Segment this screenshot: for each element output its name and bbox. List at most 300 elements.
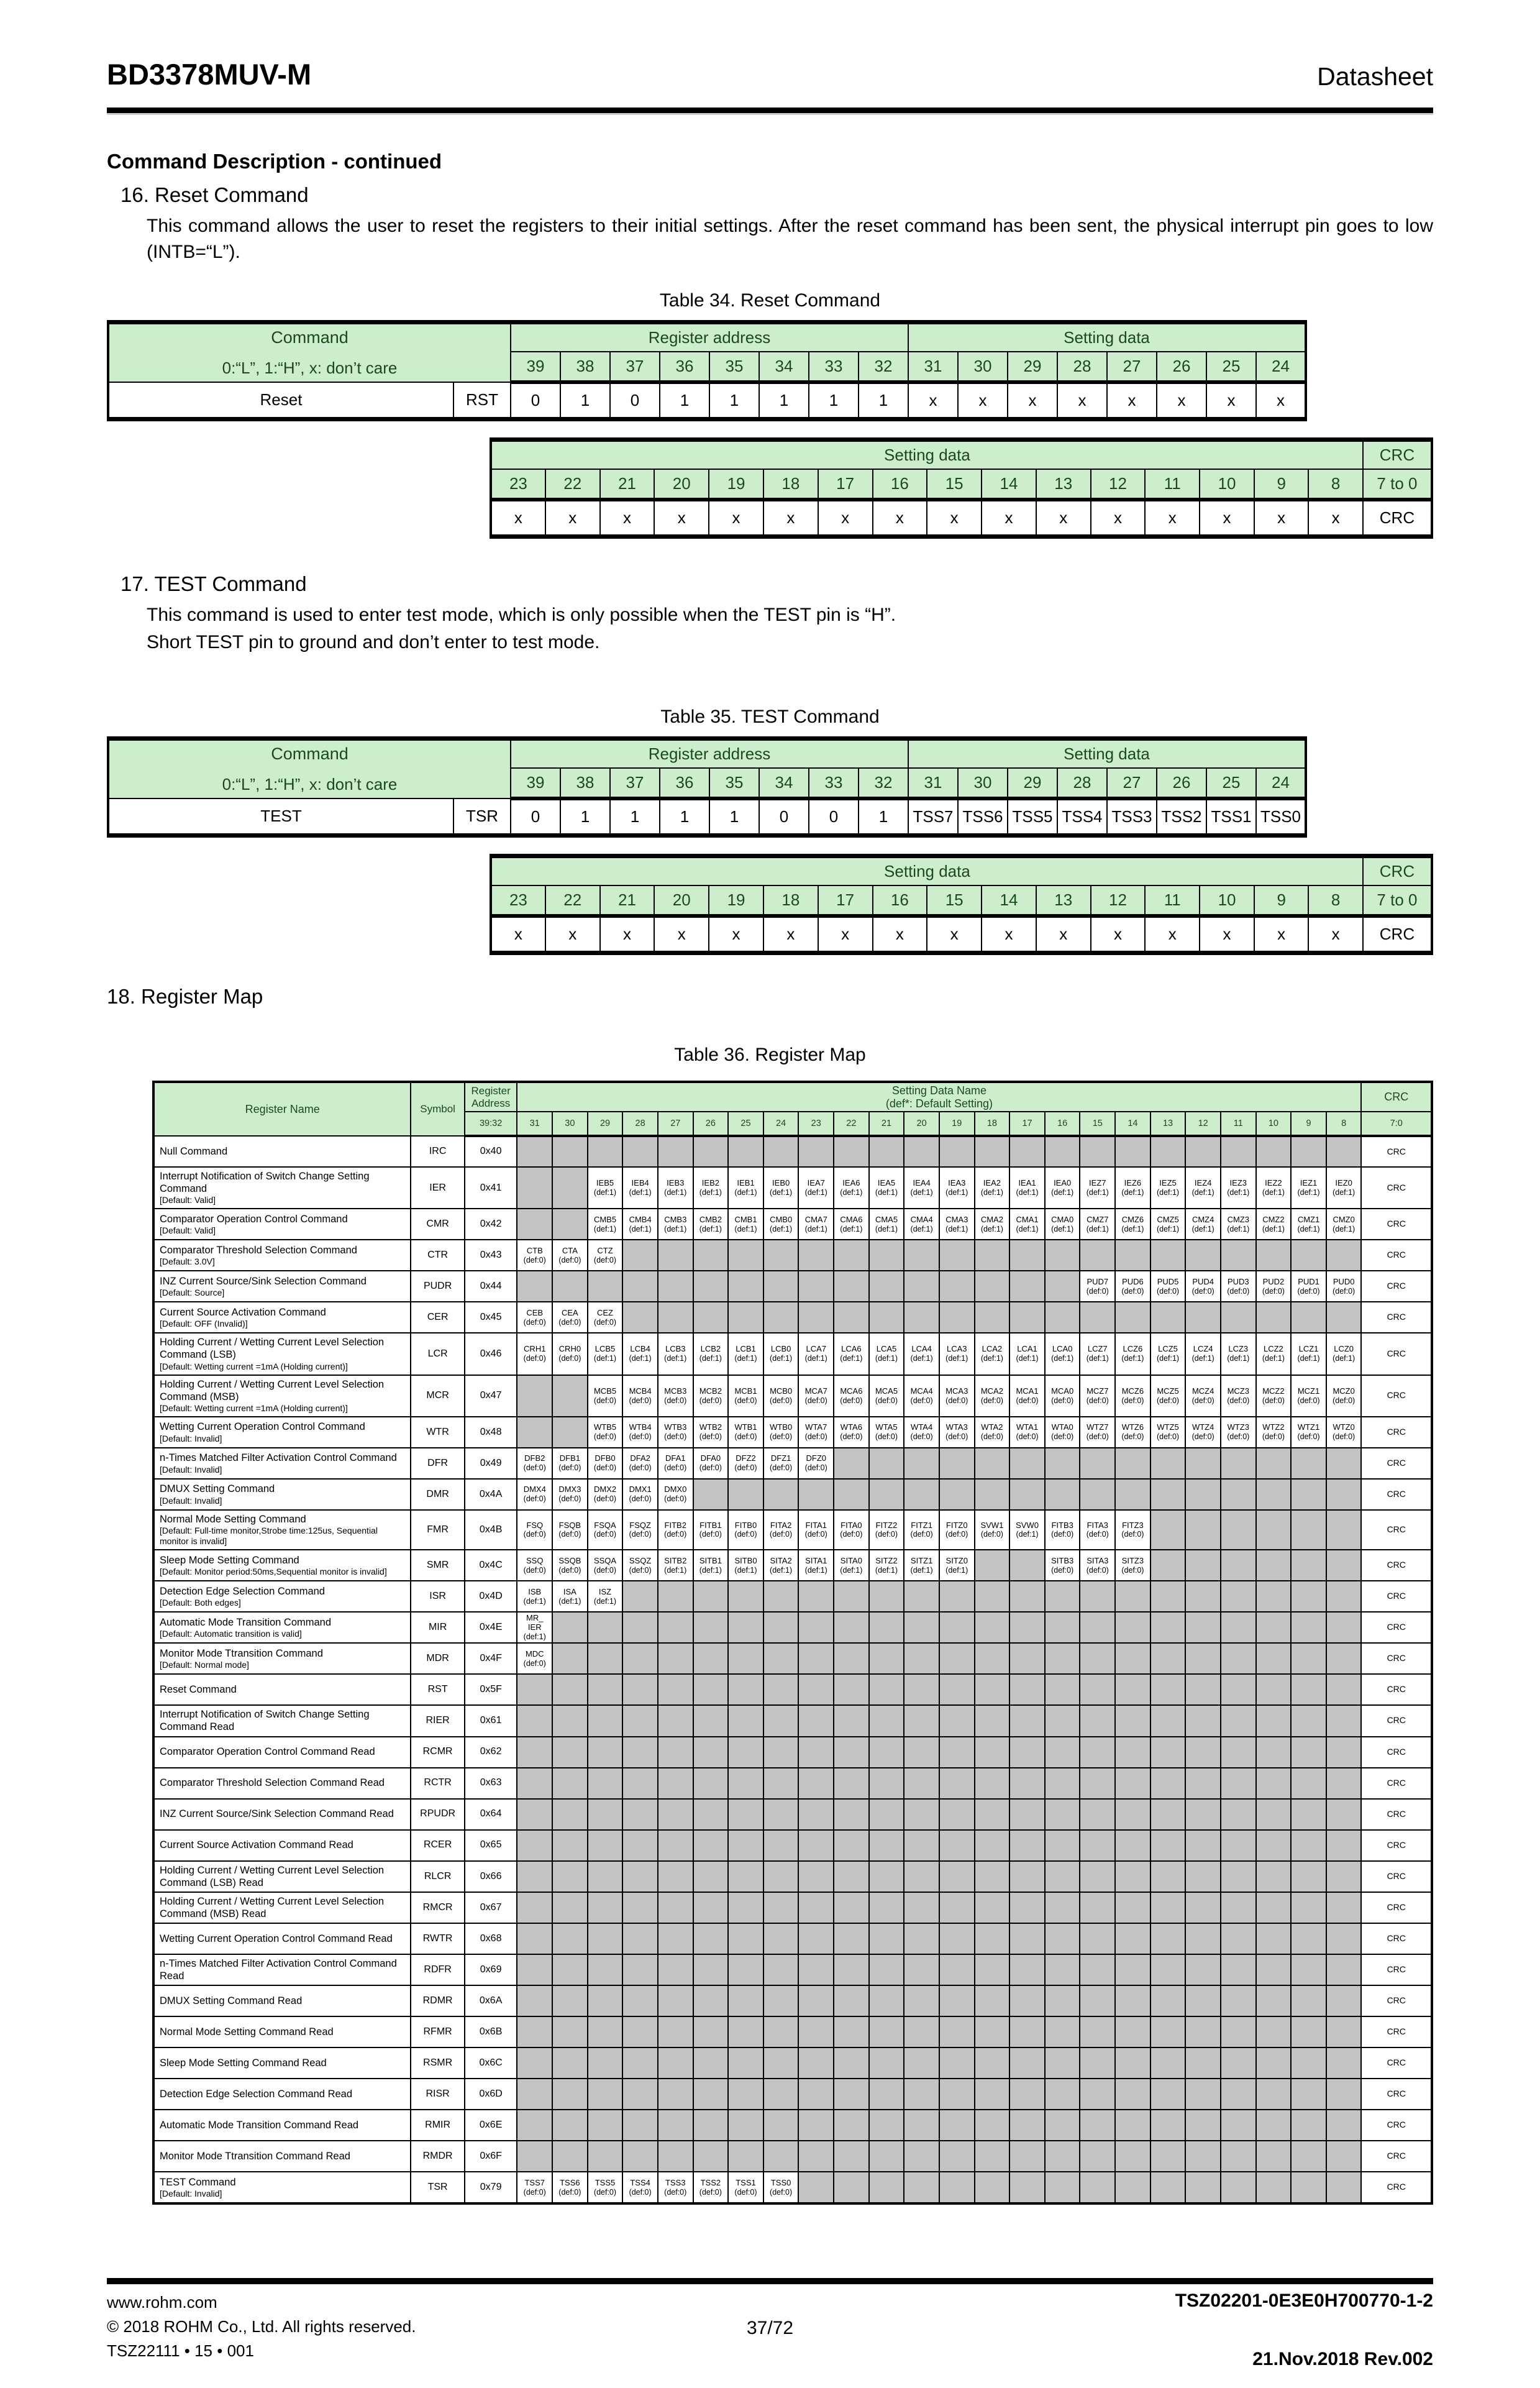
register-name-cell	[153, 1674, 411, 1705]
unused-bit-cell	[1185, 2172, 1221, 2203]
register-name-cell	[153, 2141, 411, 2172]
bit-value-cell: x	[545, 500, 600, 537]
unused-bit-cell	[1045, 1985, 1080, 2016]
setting-data-group-header: Setting data	[491, 856, 1363, 886]
bit-field-cell	[904, 1510, 939, 1550]
crc-value-cell: CRC	[1361, 1302, 1432, 1333]
register-name-text: Monitor Mode Ttransition Command	[160, 1647, 323, 1659]
bit-field-default: (def:1)	[593, 1354, 617, 1363]
register-symbol-cell: LCR	[411, 1333, 464, 1375]
unused-bit-cell	[1150, 1737, 1186, 1768]
bit-field-name: IER	[527, 1622, 542, 1632]
setting-data-group-header: Setting data	[908, 323, 1306, 352]
bit-field-cell	[1326, 1209, 1362, 1240]
unused-bit-cell	[1185, 2016, 1221, 2047]
unused-bit-cell	[517, 1737, 552, 1768]
register-symbol-cell: RPUDR	[411, 1799, 464, 1830]
unused-bit-cell	[904, 1705, 939, 1736]
register-default-note: [Default: Wetting current =1mA (Holding current)]	[160, 1402, 348, 1413]
register-symbol-cell: CTR	[411, 1240, 464, 1271]
unused-bit-cell	[1291, 1954, 1326, 1985]
bit-field-name: WTZ6	[1121, 1422, 1144, 1432]
register-default-note: [Default: Valid]	[160, 1225, 216, 1235]
unused-bit-cell	[904, 1271, 939, 1302]
register-symbol-cell: RISR	[411, 2079, 464, 2110]
unused-bit-cell	[763, 2047, 799, 2079]
crc-header: CRC	[1361, 1082, 1432, 1112]
unused-bit-cell	[834, 1240, 869, 1271]
register-name-cell	[153, 1209, 411, 1240]
bit-field-cell	[588, 1550, 623, 1581]
bit-value-cell: TSS5	[1008, 798, 1057, 836]
bit-field-cell	[1009, 1167, 1045, 1209]
bit-field-cell	[693, 1333, 729, 1375]
register-name-text: Interrupt Notification of Switch Change Setting Command	[160, 1171, 370, 1195]
bit-field-cell	[588, 1448, 623, 1479]
bit-field-cell	[1115, 1417, 1150, 1448]
bit-field-name: CMA6	[840, 1214, 863, 1224]
command-table-part2	[490, 854, 1433, 955]
bit-field-cell	[1045, 1510, 1080, 1550]
bit-field-name: FITA1	[805, 1520, 827, 1530]
bit-number-cell: 25	[728, 1112, 763, 1136]
register-name-text: Normal Mode Setting Command	[160, 1514, 306, 1526]
bit-field-cell	[798, 1375, 834, 1417]
bit-field-cell	[834, 1550, 869, 1581]
unused-bit-cell	[904, 1581, 939, 1612]
register-map-row	[153, 1612, 1432, 1643]
bit-field-default: (def:0)	[523, 1354, 546, 1363]
bit-field-default: (def:0)	[945, 1530, 968, 1539]
register-address-cell: 0x49	[465, 1448, 517, 1479]
bit-number-row	[491, 885, 1432, 916]
unused-bit-cell	[939, 1271, 975, 1302]
unused-bit-cell	[975, 1799, 1010, 1830]
crc-value-cell: CRC	[1361, 1209, 1432, 1240]
bit-field-default: (def:1)	[593, 1596, 617, 1606]
bit-field-cell	[1256, 1417, 1292, 1448]
register-name-cell	[153, 2079, 411, 2110]
bit-field-default: (def:0)	[1333, 1286, 1355, 1296]
bit-field-name: CMB2	[699, 1214, 722, 1224]
bit-field-name: IEB0	[772, 1178, 790, 1188]
bit-field-cell	[588, 1302, 623, 1333]
unused-bit-cell	[1115, 1612, 1150, 1643]
register-default-note: [Default: Wetting current =1mA (Holding current)]	[160, 1361, 348, 1371]
bit-field-name: CMB5	[593, 1214, 617, 1224]
unused-bit-cell	[1291, 2172, 1326, 2203]
unused-bit-cell	[693, 1240, 729, 1271]
bit-field-default: (def:0)	[629, 1565, 652, 1575]
register-map-row	[153, 1375, 1432, 1417]
register-map-row	[153, 1550, 1432, 1581]
register-symbol-cell: RST	[411, 1674, 464, 1705]
unused-bit-cell	[1291, 1923, 1326, 1954]
unused-bit-cell	[1221, 1510, 1256, 1550]
register-name-cell	[153, 1737, 411, 1768]
unused-bit-cell	[552, 2047, 588, 2079]
bit-field-default: (def:1)	[1121, 1187, 1144, 1197]
bit-field-name: LCB0	[770, 1344, 791, 1354]
bit-field-default: (def:1)	[699, 1354, 722, 1363]
unused-bit-cell	[1185, 1448, 1221, 1479]
unused-bit-cell	[939, 1612, 975, 1643]
bit-field-name: PUD7	[1087, 1276, 1109, 1286]
bit-field-cell	[588, 2172, 623, 2203]
bit-value-cell: x	[927, 916, 982, 953]
unused-bit-cell	[1221, 1954, 1256, 1985]
bit-field-name: WTA4	[911, 1422, 933, 1432]
unused-bit-cell	[728, 1923, 763, 1954]
unused-bit-cell	[517, 2110, 552, 2141]
bit-field-cell	[1185, 1209, 1221, 1240]
bit-field-name: LCZ2	[1264, 1344, 1283, 1354]
bit-field-cell	[588, 1240, 623, 1271]
crc-value-cell: CRC	[1361, 1954, 1432, 1985]
bit-field-cell	[658, 1167, 693, 1209]
unused-bit-cell	[834, 2079, 869, 2110]
bit-field-name: PUD3	[1227, 1276, 1249, 1286]
unused-bit-cell	[904, 1643, 939, 1674]
unused-bit-cell	[904, 2047, 939, 2079]
unused-bit-cell	[798, 1479, 834, 1510]
unused-bit-cell	[1150, 1830, 1186, 1861]
unused-bit-cell	[1080, 1892, 1115, 1923]
unused-bit-cell	[1045, 1705, 1080, 1736]
bit-value-cell: TSS1	[1206, 798, 1256, 836]
bit-field-cell	[904, 1333, 939, 1375]
bit-field-default: (def:0)	[1156, 1396, 1180, 1405]
bit-number-cell: 12	[1091, 469, 1146, 500]
bit-field-name: LCZ5	[1158, 1344, 1178, 1354]
unused-bit-cell	[1256, 1448, 1292, 1479]
bit-field-name: IEB3	[667, 1178, 685, 1188]
bit-field-default: (def:0)	[1121, 1286, 1144, 1296]
unused-bit-cell	[588, 2047, 623, 2079]
register-address-cell: 0x40	[465, 1136, 517, 1167]
unused-bit-cell	[622, 1674, 658, 1705]
bit-number-row	[491, 469, 1432, 500]
bit-field-default: (def:0)	[1227, 1396, 1250, 1405]
unused-bit-cell	[1150, 1799, 1186, 1830]
unused-bit-cell	[1045, 1136, 1080, 1167]
setting-data-group-row	[491, 856, 1432, 886]
table35-container	[107, 736, 1433, 955]
bit-number-cell: 19	[709, 885, 763, 916]
setting-data-group-header: Setting data	[908, 739, 1306, 769]
bit-number-cell: 13	[1150, 1112, 1186, 1136]
bit-field-name: SITB2	[664, 1555, 687, 1565]
bit-field-cell	[1080, 1333, 1115, 1375]
unused-bit-cell	[869, 2016, 904, 2047]
unused-bit-cell	[834, 1581, 869, 1612]
unused-bit-cell	[869, 1768, 904, 1799]
bit-field-default: (def:0)	[1156, 1432, 1180, 1442]
unused-bit-cell	[1221, 1581, 1256, 1612]
bit-value-cell: x	[1107, 382, 1157, 419]
bit-number-cell: 27	[1107, 352, 1157, 382]
unused-bit-cell	[975, 1923, 1010, 1954]
register-name-text: Sleep Mode Setting Command	[160, 1554, 299, 1566]
unused-bit-cell	[763, 1643, 799, 1674]
bit-field-name: SVW1	[980, 1520, 1004, 1530]
unused-bit-cell	[1009, 2047, 1045, 2079]
bit-field-cell	[658, 1333, 693, 1375]
register-symbol-cell: RSMR	[411, 2047, 464, 2079]
unused-bit-cell	[728, 2110, 763, 2141]
bit-number-cell: 27	[1107, 768, 1157, 798]
bit-field-name: CEB	[526, 1307, 544, 1317]
register-address-cell: 0x6C	[465, 2047, 517, 2079]
bit-field-name: DFB1	[559, 1453, 580, 1463]
unused-bit-cell	[1150, 1448, 1186, 1479]
unused-bit-cell	[728, 2141, 763, 2172]
register-map-row	[153, 1417, 1432, 1448]
unused-bit-cell	[1045, 1892, 1080, 1923]
bit-number-cell: 33	[809, 768, 859, 798]
crc-value-cell: CRC	[1361, 1333, 1432, 1375]
bit-field-cell	[1045, 1167, 1080, 1209]
register-address-cell: 0x4B	[465, 1510, 517, 1550]
bit-field-name: FITB3	[1051, 1520, 1073, 1530]
bit-field-cell	[517, 1550, 552, 1581]
bit-field-name: MCZ4	[1191, 1386, 1214, 1396]
unused-bit-cell	[1009, 1705, 1045, 1736]
unused-bit-cell	[728, 1705, 763, 1736]
unused-bit-cell	[939, 1737, 975, 1768]
bit-field-name: FSQB	[558, 1520, 581, 1530]
bit-field-cell	[552, 1581, 588, 1612]
unused-bit-cell	[658, 2047, 693, 2079]
register-map-row	[153, 1240, 1432, 1271]
unused-bit-cell	[975, 1705, 1010, 1736]
unused-bit-cell	[1185, 2079, 1221, 2110]
unused-bit-cell	[1009, 1768, 1045, 1799]
register-name-cell	[153, 1333, 411, 1375]
unused-bit-cell	[763, 1240, 799, 1271]
bit-field-name: SSQZ	[629, 1555, 652, 1565]
bit-field-cell	[1326, 1417, 1362, 1448]
command-table-part1	[107, 320, 1307, 421]
bit-field-default: (def:0)	[1121, 1432, 1144, 1442]
bit-field-default: (def:0)	[523, 1658, 546, 1668]
unused-bit-cell	[1185, 1612, 1221, 1643]
bit-field-name: DMX3	[558, 1484, 581, 1494]
register-default-note: [Default: Invalid]	[160, 1495, 222, 1506]
bit-field-name: WTA0	[1051, 1422, 1073, 1432]
bit-field-name: FITA2	[770, 1520, 792, 1530]
unused-bit-cell	[552, 1136, 588, 1167]
bit-field-name: WTZ1	[1297, 1422, 1320, 1432]
register-address-cell: 0x4E	[465, 1612, 517, 1643]
bit-number-cell: 8	[1326, 1112, 1362, 1136]
command-header-cell	[108, 323, 511, 383]
bit-field-default: (def:0)	[1051, 1396, 1074, 1405]
unused-bit-cell	[834, 2047, 869, 2079]
bit-field-cell	[588, 1479, 623, 1510]
unused-bit-cell	[904, 1799, 939, 1830]
unused-bit-cell	[1326, 1954, 1362, 1985]
unused-bit-cell	[622, 2016, 658, 2047]
bit-field-default: (def:0)	[770, 1432, 793, 1442]
unused-bit-cell	[1291, 1510, 1326, 1550]
bit-field-cell	[1256, 1209, 1292, 1240]
bit-field-name: TSS7	[524, 2177, 545, 2187]
bit-field-cell	[1185, 1417, 1221, 1448]
bit-field-default: (def:0)	[593, 1432, 617, 1442]
register-map-row	[153, 1479, 1432, 1510]
unused-bit-cell	[1291, 1985, 1326, 2016]
bit-number-cell: 30	[552, 1112, 588, 1136]
bit-field-name: PUD0	[1333, 1276, 1355, 1286]
bit-field-name: DMX1	[629, 1484, 652, 1494]
unused-bit-cell	[1115, 1923, 1150, 1954]
unused-bit-cell	[1221, 1768, 1256, 1799]
unused-bit-cell	[904, 2079, 939, 2110]
unused-bit-cell	[1009, 1737, 1045, 1768]
unused-bit-cell	[763, 1737, 799, 1768]
unused-bit-cell	[588, 1674, 623, 1705]
bit-field-name: IEB5	[596, 1178, 614, 1188]
bit-number-cell: 36	[660, 352, 709, 382]
unused-bit-cell	[588, 1923, 623, 1954]
bit-field-default: (def:0)	[734, 2187, 757, 2197]
bit-number-cell: 29	[1008, 768, 1057, 798]
unused-bit-cell	[622, 2110, 658, 2141]
bit-field-default: (def:0)	[804, 1432, 827, 1442]
bit-field-name: IEZ7	[1089, 1178, 1106, 1188]
bit-field-default: (def:1)	[699, 1224, 722, 1233]
unused-bit-cell	[1185, 1892, 1221, 1923]
register-map-row	[153, 1167, 1432, 1209]
bit-field-name: MCA6	[840, 1386, 863, 1396]
unused-bit-cell	[658, 1643, 693, 1674]
register-name-cell	[153, 1167, 411, 1209]
bit-field-cell	[869, 1333, 904, 1375]
register-map-row	[153, 1674, 1432, 1705]
bit-number-cell: 19	[939, 1112, 975, 1136]
table35-caption: Table 35. TEST Command	[660, 707, 880, 727]
unused-bit-cell	[1185, 1581, 1221, 1612]
unused-bit-cell	[1221, 1612, 1256, 1643]
unused-bit-cell	[1221, 1830, 1256, 1861]
unused-bit-cell	[1009, 1240, 1045, 1271]
unused-bit-cell	[834, 1136, 869, 1167]
bit-field-default: (def:0)	[734, 1463, 757, 1473]
register-symbol-cell: RMCR	[411, 1892, 464, 1923]
command-table-part2-wrap	[490, 854, 1433, 955]
bit-field-default: (def:1)	[804, 1354, 827, 1363]
bit-value-cell: x	[1206, 382, 1256, 419]
bit-field-name: IEB4	[631, 1178, 649, 1188]
bit-value-cell: x	[1254, 916, 1308, 953]
bit-field-cell	[763, 1550, 799, 1581]
unused-bit-cell	[552, 1643, 588, 1674]
bit-field-name: DFZ0	[806, 1453, 826, 1463]
bit-field-default: (def:0)	[523, 1255, 546, 1265]
crc-group-header: CRC	[1363, 440, 1432, 470]
bit-field-cell	[1256, 1167, 1292, 1209]
unused-bit-cell	[658, 1768, 693, 1799]
bit-field-default: (def:1)	[1262, 1354, 1285, 1363]
bit-field-default: (def:0)	[1156, 1286, 1180, 1296]
unused-bit-cell	[517, 1985, 552, 2016]
unused-bit-cell	[1009, 1612, 1045, 1643]
bit-field-name: FITB2	[664, 1520, 686, 1530]
bit-field-default: (def:1)	[1333, 1187, 1355, 1197]
unused-bit-cell	[1080, 1581, 1115, 1612]
unused-bit-cell	[693, 1985, 729, 2016]
unused-bit-cell	[763, 1830, 799, 1861]
register-address-cell: 0x6F	[465, 2141, 517, 2172]
register-map-row	[153, 2079, 1432, 2110]
unused-bit-cell	[763, 1136, 799, 1167]
unused-bit-cell	[1256, 1550, 1292, 1581]
bit-field-cell	[1150, 1167, 1186, 1209]
unused-bit-cell	[869, 1240, 904, 1271]
unused-bit-cell	[1185, 1550, 1221, 1581]
command-header-label: Command	[271, 744, 349, 763]
bit-field-name: LCA3	[946, 1344, 967, 1354]
bit-field-default: (def:1)	[1016, 1224, 1039, 1233]
unused-bit-cell	[517, 1799, 552, 1830]
unused-bit-cell	[658, 1136, 693, 1167]
unused-bit-cell	[1185, 1799, 1221, 1830]
bit-field-default: (def:1)	[664, 1224, 687, 1233]
bit-field-cell	[939, 1209, 975, 1240]
bit-field-name: MCA0	[1051, 1386, 1074, 1396]
unused-bit-cell	[1185, 1643, 1221, 1674]
crc-value-cell: CRC	[1361, 2079, 1432, 2110]
register-address-cell: 0x4D	[465, 1581, 517, 1612]
bit-field-default: (def:1)	[1016, 1187, 1039, 1197]
unused-bit-cell	[728, 1643, 763, 1674]
unused-bit-cell	[763, 1302, 799, 1333]
bit-value-cell: 1	[859, 798, 908, 836]
unused-bit-cell	[622, 2141, 658, 2172]
register-symbol-cell: FMR	[411, 1510, 464, 1550]
bit-field-cell	[517, 1240, 552, 1271]
bit-field-name: CMZ7	[1087, 1214, 1109, 1224]
bit-field-cell	[869, 1209, 904, 1240]
register-map-row	[153, 1768, 1432, 1799]
register-map-row	[153, 1799, 1432, 1830]
bit-field-name: FITB0	[734, 1520, 757, 1530]
unused-bit-cell	[975, 1550, 1010, 1581]
bit-field-default: (def:1)	[1297, 1354, 1320, 1363]
unused-bit-cell	[1326, 1448, 1362, 1479]
unused-bit-cell	[1221, 1136, 1256, 1167]
unused-bit-cell	[552, 1737, 588, 1768]
unused-bit-cell	[763, 1799, 799, 1830]
register-address-cell: 0x43	[465, 1240, 517, 1271]
bit-field-cell	[763, 1375, 799, 1417]
unused-bit-cell	[693, 2047, 729, 2079]
bit-field-name: WTZ2	[1262, 1422, 1285, 1432]
register-address-cell: 0x44	[465, 1271, 517, 1302]
unused-bit-cell	[1256, 1737, 1292, 1768]
bit-field-name: FSQ	[526, 1520, 544, 1530]
unused-bit-cell	[693, 1954, 729, 1985]
bit-field-cell	[1256, 1271, 1292, 1302]
bit-field-name: SITB0	[734, 1555, 757, 1565]
unused-bit-cell	[693, 1737, 729, 1768]
bit-field-default: (def:0)	[980, 1396, 1003, 1405]
unused-bit-cell	[1326, 1643, 1362, 1674]
bit-field-name: MCZ5	[1157, 1386, 1179, 1396]
unused-bit-cell	[693, 1674, 729, 1705]
bit-field-cell	[517, 1581, 552, 1612]
